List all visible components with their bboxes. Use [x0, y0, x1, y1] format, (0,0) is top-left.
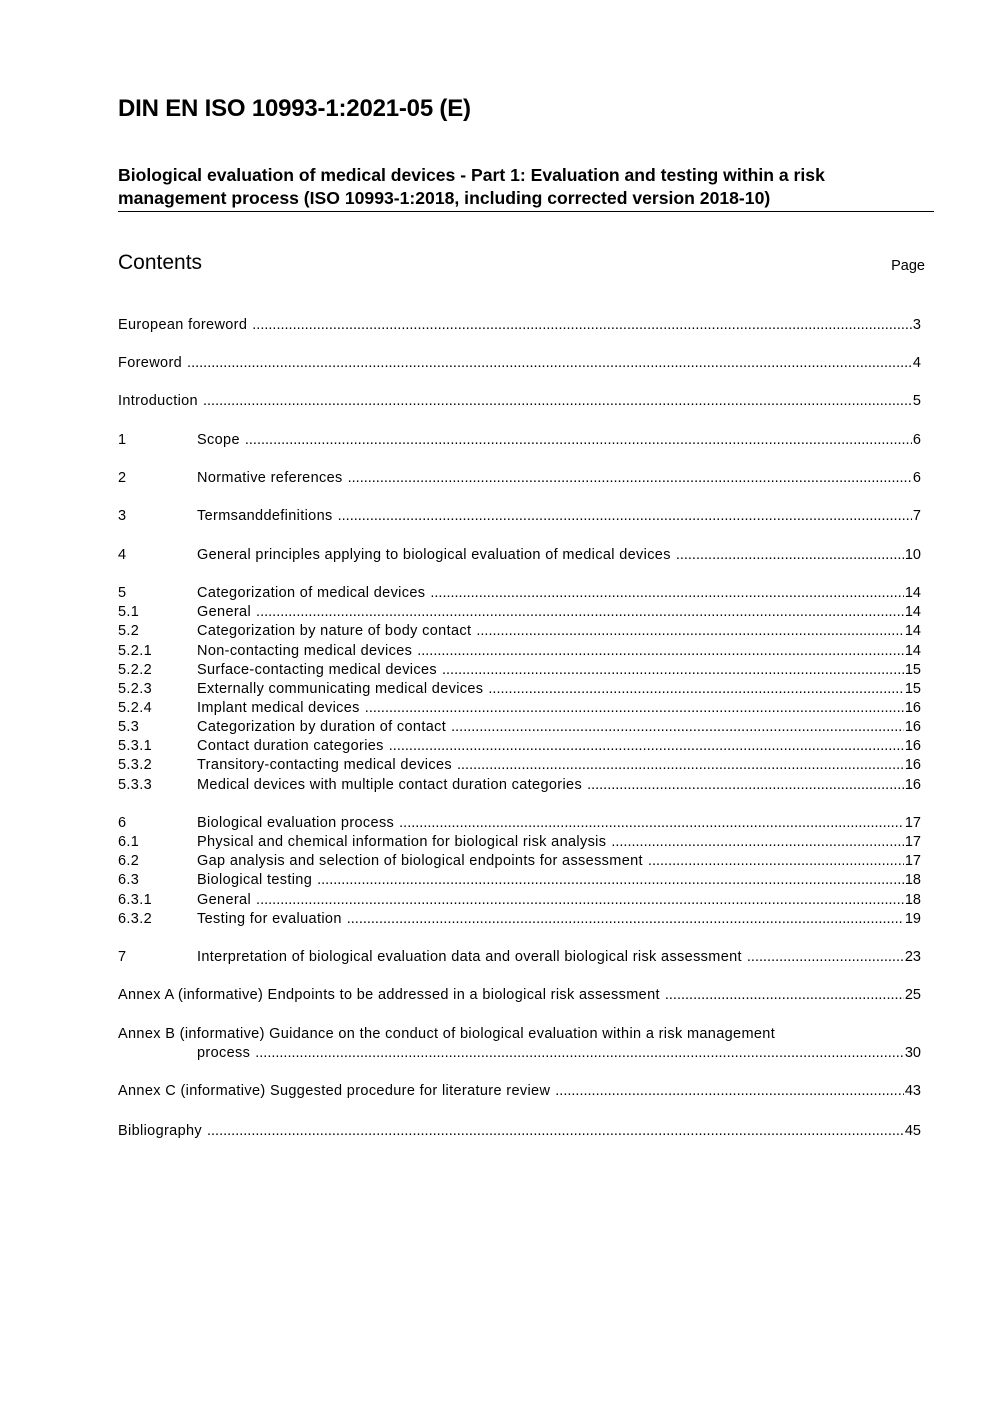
toc-entry-number: 5.3.2: [118, 757, 152, 773]
toc-entry[interactable]: [118, 1082, 921, 1101]
toc-entry[interactable]: [118, 622, 921, 641]
toc-leader-dots: [676, 546, 904, 565]
toc-leader-dots: [399, 814, 904, 833]
toc-leader-dots: [256, 891, 904, 910]
toc-entry-number: 6.1: [118, 834, 140, 850]
toc-leader-dots: [442, 661, 904, 680]
toc-entry[interactable]: [118, 910, 921, 929]
toc-entry-title: General: [197, 892, 252, 908]
toc-entry[interactable]: [118, 546, 921, 565]
toc-entry-page: 5: [912, 393, 921, 409]
toc-entry-page: 14: [904, 643, 921, 659]
toc-entry[interactable]: [118, 680, 921, 699]
toc-entry-page: 17: [904, 853, 921, 869]
toc-entry[interactable]: [118, 431, 921, 450]
toc-leader-dots: [256, 603, 904, 622]
toc-leader-dots: [338, 507, 912, 526]
document-id: DIN EN ISO 10993-1:2021-05 (E): [118, 95, 471, 122]
toc-entry-title: General principles applying to biological evaluation of medical devices: [197, 547, 671, 563]
toc-entry-title: Categorization by duration of contact: [197, 719, 447, 735]
toc-entry-page: 23: [904, 949, 921, 965]
toc-entry-number: 1: [118, 432, 127, 448]
toc-entry-title: Scope: [197, 432, 240, 448]
subtitle-line-2: management process (ISO 10993-1:2018, including corrected version 2018-10): [118, 188, 771, 208]
toc-leader-dots: [389, 737, 904, 756]
toc-entry-number: 5.1: [118, 604, 140, 620]
toc-leader-dots: [555, 1082, 904, 1101]
toc-entry[interactable]: [118, 1025, 921, 1044]
toc-entry[interactable]: [118, 891, 921, 910]
toc-leader-dots: [587, 776, 904, 795]
toc-entry-title: General: [197, 604, 252, 620]
toc-entry-page: 30: [904, 1045, 921, 1061]
toc-entry-title: Transitory-contacting medical devices: [197, 757, 452, 773]
toc-entry-title: Non-contacting medical devices: [197, 643, 413, 659]
toc-entry[interactable]: [118, 642, 921, 661]
toc-leader-dots: [365, 699, 904, 718]
toc-entry-number: 5.3.3: [118, 777, 152, 793]
toc-leader-dots: [317, 871, 904, 890]
toc-entry-title: Categorization by nature of body contact: [197, 623, 472, 639]
toc-leader-dots: [417, 642, 904, 661]
toc-entry-number: 3: [118, 508, 127, 524]
toc-entry-page: 15: [904, 662, 921, 678]
toc-leader-dots: [451, 718, 904, 737]
toc-entry-title: Biological testing: [197, 872, 313, 888]
toc-entry-page: 43: [904, 1083, 921, 1099]
toc-entry-title: Gap analysis and selection of biological endpoints for assessment: [197, 853, 643, 869]
toc-entry[interactable]: [118, 316, 921, 335]
toc-leader-dots: [255, 1044, 904, 1063]
toc-leader-dots: [245, 431, 912, 450]
contents-heading: Contents: [118, 251, 203, 274]
toc-entry-title: Annex B (informative) Guidance on the conduct of biological evaluation within a risk management: [118, 1026, 776, 1042]
toc-entry-number: 5.3: [118, 719, 140, 735]
toc-leader-dots: [252, 316, 912, 335]
toc-entry[interactable]: [118, 871, 921, 890]
toc-entry-title: Surface-contacting medical devices: [197, 662, 437, 678]
toc-entry-title: Annex C (informative) Suggested procedure for literature review: [118, 1083, 551, 1099]
toc-leader-dots: [430, 584, 904, 603]
toc-leader-dots: [348, 469, 912, 488]
toc-entry[interactable]: [118, 699, 921, 718]
toc-entry[interactable]: [118, 737, 921, 756]
toc-entry-title: Contact duration categories: [197, 738, 384, 754]
toc-entry-number: 5.2: [118, 623, 140, 639]
toc-entry[interactable]: [118, 986, 921, 1005]
toc-entry-title: process: [197, 1045, 251, 1061]
toc-entry-title: Foreword: [118, 355, 183, 371]
toc-entry-number: 5.2.1: [118, 643, 152, 659]
toc-entry-title: Introduction: [118, 393, 198, 409]
document-subtitle: [118, 164, 934, 212]
toc-entry-page: 18: [904, 892, 921, 908]
toc-entry-page: 7: [912, 508, 921, 524]
toc-entry-number: 6.3: [118, 872, 140, 888]
toc-entry[interactable]: [118, 392, 921, 411]
toc-entry-page: 14: [904, 585, 921, 601]
toc-entry[interactable]: [118, 833, 921, 852]
toc-entry[interactable]: [118, 718, 921, 737]
toc-entry-page: 3: [912, 317, 921, 333]
toc-entry-number: 6.2: [118, 853, 140, 869]
toc-entry-number: 4: [118, 547, 127, 563]
toc-entry-title: Categorization of medical devices: [197, 585, 426, 601]
toc-entry-title: Normative references: [197, 470, 343, 486]
toc-leader-dots: [665, 986, 904, 1005]
toc-leader-dots: [207, 1122, 904, 1141]
toc-entry-number: 5.2.4: [118, 700, 152, 716]
toc-entry-number: 5.2.2: [118, 662, 152, 678]
toc-entry-number: 6.3.2: [118, 911, 152, 927]
toc-entry-page: 16: [904, 757, 921, 773]
toc-entry[interactable]: [118, 469, 921, 488]
toc-entry[interactable]: [118, 948, 921, 967]
toc-leader-dots: [347, 910, 904, 929]
toc-entry[interactable]: [118, 507, 921, 526]
toc-leader-dots: [488, 680, 903, 699]
toc-entry[interactable]: [118, 354, 921, 373]
toc-leader-dots: [187, 354, 912, 373]
toc-entry-page: 19: [904, 911, 921, 927]
toc-entry-number: 5.2.3: [118, 681, 152, 697]
toc-entry-page: 17: [904, 834, 921, 850]
toc-entry-page: 6: [912, 432, 921, 448]
toc-entry-page: 4: [912, 355, 921, 371]
toc-entry-number: 2: [118, 470, 127, 486]
toc-entry-title: Implant medical devices: [197, 700, 360, 716]
toc-entry[interactable]: [118, 814, 921, 833]
toc-entry-page: 16: [904, 738, 921, 754]
toc-entry-page: 10: [904, 547, 921, 563]
toc-leader-dots: [457, 756, 904, 775]
toc-entry[interactable]: [118, 661, 921, 680]
toc-entry-page: 18: [904, 872, 921, 888]
toc-entry[interactable]: [118, 852, 921, 871]
toc-entry-page: 16: [904, 700, 921, 716]
toc-entry-page: 25: [904, 987, 921, 1003]
toc-entry-continuation[interactable]: [197, 1044, 921, 1063]
toc-entry-page: 45: [904, 1123, 921, 1139]
page-column-label: Page: [891, 258, 925, 274]
toc-entry[interactable]: [118, 603, 921, 622]
toc-leader-dots: [476, 622, 904, 641]
toc-entry[interactable]: [118, 756, 921, 775]
toc-leader-dots: [203, 392, 912, 411]
toc-entry-page: 16: [904, 719, 921, 735]
toc-entry-number: 5.3.1: [118, 738, 152, 754]
toc-entry-page: 17: [904, 815, 921, 831]
toc-entry-number: 5: [118, 585, 127, 601]
toc-entry-title: Interpretation of biological evaluation data and overall biological risk assessment: [197, 949, 742, 965]
toc-entry-title: Externally communicating medical devices: [197, 681, 484, 697]
toc-entry-title: Biological evaluation process: [197, 815, 395, 831]
toc-entry-page: 6: [912, 470, 921, 486]
toc-entry-title: Termsanddefinitions: [197, 508, 333, 524]
toc-entry[interactable]: [118, 1122, 921, 1141]
toc-entry[interactable]: [118, 584, 921, 603]
toc-entry-number: 6.3.1: [118, 892, 152, 908]
toc-entry-page: 15: [904, 681, 921, 697]
toc-entry-number: 6: [118, 815, 127, 831]
toc-entry-page: 14: [904, 604, 921, 620]
toc-entry-title: European foreword: [118, 317, 248, 333]
toc-leader-dots: [648, 852, 904, 871]
toc-leader-dots: [611, 833, 904, 852]
toc-entry-title: Physical and chemical information for biological risk analysis: [197, 834, 607, 850]
toc-entry[interactable]: [118, 776, 921, 795]
toc-entry-number: 7: [118, 949, 127, 965]
toc-entry-page: 16: [904, 777, 921, 793]
toc-entry-title: Testing for evaluation: [197, 911, 342, 927]
toc-entry-title: Annex A (informative) Endpoints to be addressed in a biological risk assessment: [118, 987, 660, 1003]
toc-entry-title: Medical devices with multiple contact duration categories: [197, 777, 583, 793]
toc-leader-dots: [747, 948, 904, 967]
toc-entry-page: 14: [904, 623, 921, 639]
subtitle-line-1: Biological evaluation of medical devices - Part 1: Evaluation and testing within a risk: [118, 165, 825, 185]
toc-entry-title: Bibliography: [118, 1123, 202, 1139]
